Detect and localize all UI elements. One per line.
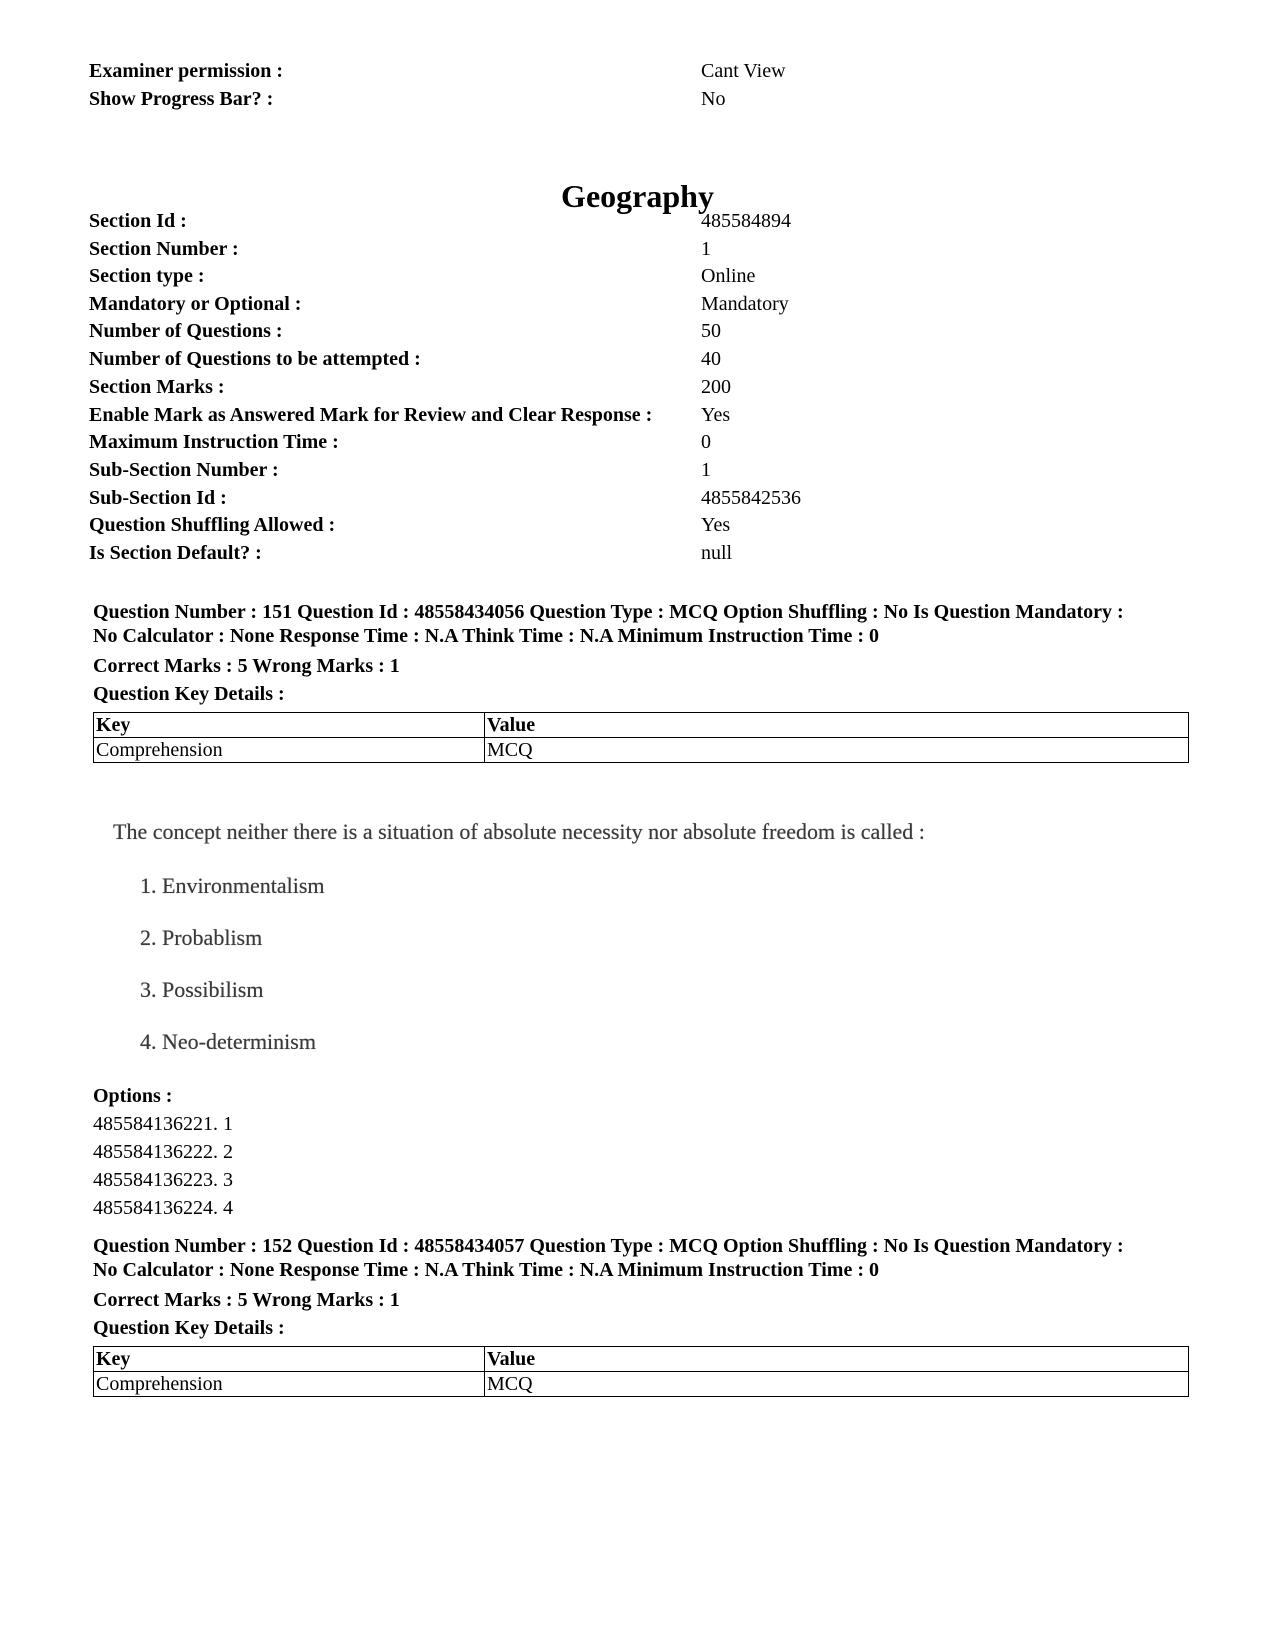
meta-row-show-progress-bar bbox=[89, 85, 1189, 113]
field-value: 0 bbox=[701, 431, 711, 453]
meta-value: Cant View bbox=[701, 60, 786, 82]
field-value: 1 bbox=[701, 459, 711, 481]
option-item: 485584136221. 1 bbox=[93, 1113, 233, 1135]
field-value: 485584894 bbox=[701, 210, 791, 232]
question-stem: The concept neither there is a situation of absolute necessity nor absolute freedom is called : bbox=[113, 819, 925, 844]
table-row bbox=[94, 1372, 1189, 1397]
section-title: Geography bbox=[561, 178, 714, 214]
question-key-details-label: Question Key Details : bbox=[93, 1317, 285, 1339]
field-value: 50 bbox=[701, 320, 721, 342]
option-item: 485584136224. 4 bbox=[93, 1197, 233, 1219]
field-key: Sub-Section Id : bbox=[89, 487, 227, 509]
question-key-details-label: Question Key Details : bbox=[93, 683, 285, 705]
table-cell: MCQ bbox=[485, 1372, 1189, 1397]
field-value: null bbox=[701, 542, 733, 564]
question-choice: 3. Possibilism bbox=[140, 977, 264, 1002]
question-marks: Correct Marks : 5 Wrong Marks : 1 bbox=[93, 655, 400, 677]
field-key: Sub-Section Number : bbox=[89, 459, 279, 481]
section-field-row bbox=[89, 511, 1189, 539]
table-header-row bbox=[94, 1347, 1189, 1372]
field-value: Online bbox=[701, 265, 756, 287]
field-value: 4855842536 bbox=[701, 487, 801, 509]
table-cell: Comprehension bbox=[94, 738, 485, 763]
question-header-line2: No Calculator : None Response Time : N.A Think Time : N.A Minimum Instruction Time : 0 bbox=[93, 1259, 879, 1281]
question-choice: 4. Neo-determinism bbox=[140, 1029, 316, 1054]
section-field-row bbox=[89, 539, 1189, 567]
options-list bbox=[93, 1082, 233, 1222]
table-header-key: Key bbox=[94, 1347, 485, 1372]
field-key: Section Id : bbox=[89, 210, 187, 232]
field-value: 1 bbox=[701, 238, 711, 260]
option-item: 485584136222. 2 bbox=[93, 1141, 233, 1163]
question-block-151 bbox=[93, 600, 1193, 763]
question-marks: Correct Marks : 5 Wrong Marks : 1 bbox=[93, 1289, 400, 1311]
table-header-value: Value bbox=[485, 1347, 1189, 1372]
section-field-row bbox=[89, 484, 1189, 512]
section-field-row bbox=[89, 207, 1189, 235]
question-block-152 bbox=[93, 1234, 1193, 1397]
section-field-row bbox=[89, 262, 1189, 290]
table-header-row bbox=[94, 713, 1189, 738]
field-value: Yes bbox=[701, 404, 731, 426]
option-item: 485584136223. 3 bbox=[93, 1169, 233, 1191]
field-key: Section type : bbox=[89, 265, 205, 287]
field-value: Mandatory bbox=[701, 293, 789, 315]
meta-row-examiner-permission bbox=[89, 57, 1189, 85]
field-value: 40 bbox=[701, 348, 721, 370]
field-key: Question Shuffling Allowed : bbox=[89, 514, 336, 536]
field-key: Number of Questions to be attempted : bbox=[89, 348, 421, 370]
field-value: 200 bbox=[701, 376, 731, 398]
section-field-row bbox=[89, 456, 1189, 484]
field-key: Enable Mark as Answered Mark for Review and Clear Response : bbox=[89, 404, 653, 426]
section-field-row bbox=[89, 401, 1189, 429]
options-label: Options : bbox=[93, 1085, 173, 1107]
question-header-line1: Question Number : 152 Question Id : 48558434057 Question Type : MCQ Option Shuffling : No Is Question Mandatory : bbox=[93, 1235, 1124, 1257]
question-header-line2: No Calculator : None Response Time : N.A Think Time : N.A Minimum Instruction Time : 0 bbox=[93, 625, 879, 647]
meta-key: Examiner permission : bbox=[89, 60, 284, 82]
field-key: Maximum Instruction Time : bbox=[89, 431, 339, 453]
section-field-row bbox=[89, 317, 1189, 345]
field-key: Is Section Default? : bbox=[89, 542, 262, 564]
table-header-key: Key bbox=[94, 713, 485, 738]
meta-value: No bbox=[701, 88, 726, 110]
section-field-row bbox=[89, 345, 1189, 373]
section-field-row bbox=[89, 428, 1189, 456]
field-key: Section Marks : bbox=[89, 376, 225, 398]
section-field-row bbox=[89, 235, 1189, 263]
table-cell: MCQ bbox=[485, 738, 1189, 763]
question-choice: 1. Environmentalism bbox=[140, 873, 325, 898]
question-choice: 2. Probablism bbox=[140, 925, 263, 950]
section-field-row bbox=[89, 373, 1189, 401]
table-cell: Comprehension bbox=[94, 1372, 485, 1397]
question-key-table bbox=[93, 1346, 1189, 1397]
table-header-value: Value bbox=[485, 713, 1189, 738]
table-row bbox=[94, 738, 1189, 763]
field-key: Number of Questions : bbox=[89, 320, 283, 342]
field-value: Yes bbox=[701, 514, 731, 536]
question-header-line1: Question Number : 151 Question Id : 48558434056 Question Type : MCQ Option Shuffling : No Is Question Mandatory : bbox=[93, 601, 1124, 623]
section-field-row bbox=[89, 290, 1189, 318]
meta-key: Show Progress Bar? : bbox=[89, 88, 274, 110]
field-key: Mandatory or Optional : bbox=[89, 293, 302, 315]
field-key: Section Number : bbox=[89, 238, 239, 260]
question-key-table bbox=[93, 712, 1189, 763]
